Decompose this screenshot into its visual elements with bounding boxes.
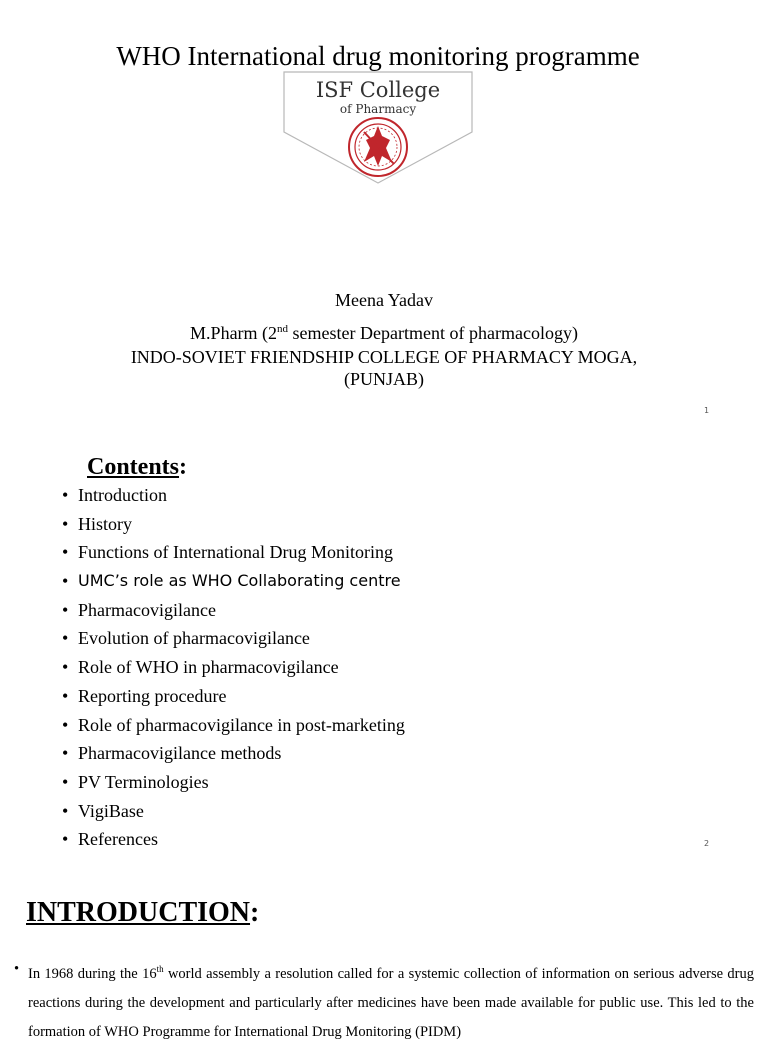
list-item-label: Evolution of pharmacovigilance	[78, 628, 310, 649]
slide-number: 1	[704, 406, 710, 415]
list-item-label: Functions of International Drug Monitoring	[78, 542, 393, 563]
introduction-heading-text: INTRODUCTION	[26, 897, 251, 928]
presenter-name: Meena Yadav	[335, 290, 433, 310]
list-item-label: UMC’s role as WHO Collaborating centre	[78, 571, 401, 591]
list-item-label: References	[78, 829, 158, 850]
degree-ordinal: nd	[277, 323, 289, 335]
list-item: • Role of pharmacovigilance in post-marketing	[62, 712, 405, 741]
paragraph-text: In 1968 during the 16	[28, 965, 157, 982]
introduction-slide	[0, 864, 768, 1040]
contents-slide	[0, 432, 768, 864]
contents-list	[62, 482, 405, 855]
degree-text: M.Pharm (2	[190, 323, 278, 343]
list-item-label: VigiBase	[78, 800, 144, 821]
list-item-label: History	[78, 513, 132, 534]
list-item: • Pharmacovigilance methods	[62, 740, 405, 769]
list-item: • References	[62, 826, 405, 855]
list-item: • Introduction	[62, 482, 405, 511]
college-name: INDO-SOVIET FRIENDSHIP COLLEGE OF PHARMACY MOGA, (PUNJAB)	[130, 347, 638, 389]
list-item: • UMC’s role as WHO Collaborating centre	[62, 568, 405, 597]
contents-heading	[87, 453, 187, 481]
list-item: • VigiBase	[62, 798, 405, 827]
introduction-heading-colon: :	[250, 897, 260, 928]
list-item-label: Pharmacovigilance methods	[78, 743, 282, 764]
list-item-label: Role of pharmacovigilance in post-marketing	[78, 714, 405, 735]
paragraph-text-rest: world assembly a resolution called for a systemic collection of information on serious adverse drug reactions during the development and particularly after medicines have been made available for public use. This led to the formation of WHO Programme for International Drug Monitoring (PIDM)	[28, 965, 754, 1040]
list-item: • Functions of International Drug Monitoring	[62, 539, 405, 568]
introduction-heading	[26, 896, 259, 930]
slide-title: WHO International drug monitoring programme	[116, 41, 640, 71]
list-item: • History	[62, 511, 405, 540]
list-item: • Role of WHO in pharmacovigilance	[62, 654, 405, 683]
list-item-label: Reporting procedure	[78, 685, 227, 706]
presenter-degree	[0, 318, 768, 344]
introduction-paragraph: • In 1968 during the 16th world assembly a resolution called for a systemic collection of information on serious adverse drug reactions during the development and particularly after medicines have been made available for public use. This led to the formation of WHO Programme for International Drug Monitoring (PIDM)	[14, 961, 754, 1040]
title-slide	[0, 0, 768, 432]
list-item: • Pharmacovigilance	[62, 597, 405, 626]
list-item-label: Pharmacovigilance	[78, 599, 216, 620]
contents-heading-colon: :	[179, 454, 188, 480]
list-item: • Evolution of pharmacovigilance	[62, 625, 405, 654]
degree-text-rest: semester Department of pharmacology)	[288, 323, 578, 343]
list-item: • PV Terminologies	[62, 769, 405, 798]
isf-college-logo	[282, 70, 474, 186]
logo-line2: of Pharmacy	[339, 102, 417, 116]
list-item-label: Role of WHO in pharmacovigilance	[78, 657, 339, 678]
list-item: • Reporting procedure	[62, 683, 405, 712]
list-item-label: Introduction	[78, 485, 167, 505]
paragraph-ordinal: th	[156, 964, 164, 974]
contents-heading-text: Contents	[87, 454, 180, 480]
slide-number: 2	[704, 839, 710, 848]
list-item-label: PV Terminologies	[78, 771, 209, 792]
logo-line1: ISF College	[315, 78, 441, 102]
